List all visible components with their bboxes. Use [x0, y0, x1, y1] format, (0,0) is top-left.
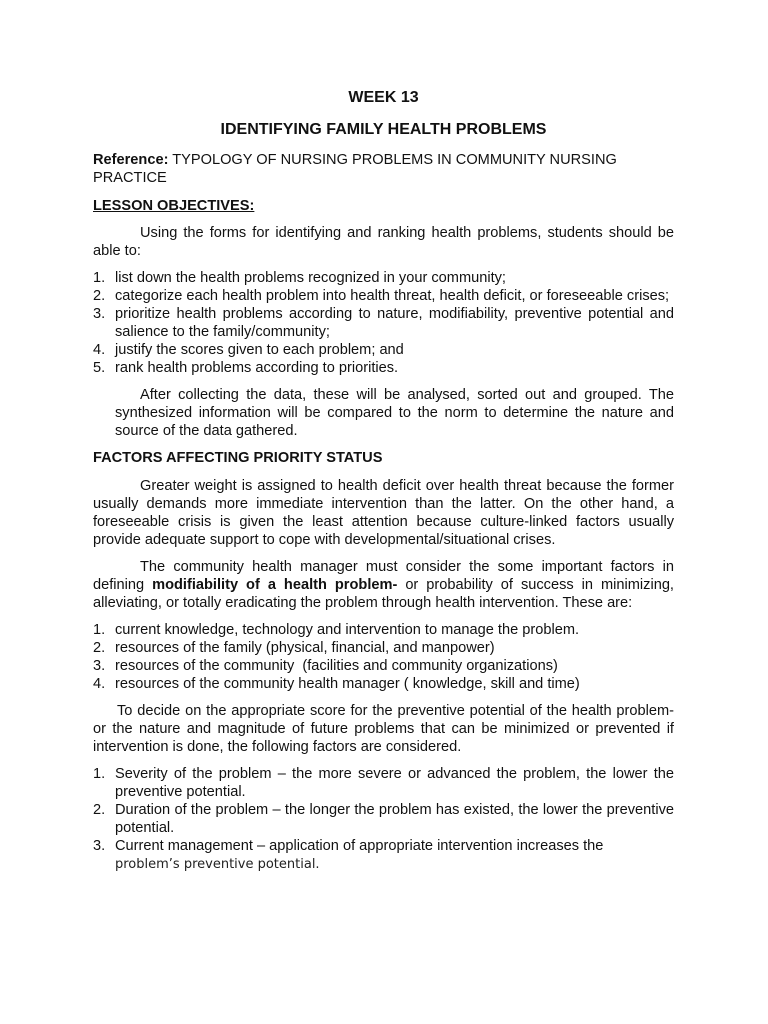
list-item — [93, 801, 674, 837]
list-item — [93, 269, 674, 287]
factors-paragraph-3: To decide on the appropriate score for the preventive potential of the health problem- or the nature and magnitude of future problems that can be minimized or prevented if intervention is done, the following factors are considered. — [93, 703, 674, 755]
page-title: IDENTIFYING FAMILY HEALTH PROBLEMS — [220, 121, 547, 138]
list-item — [93, 341, 674, 359]
week-label: WEEK 13 — [348, 89, 419, 106]
list-text: current knowledge, technology and intervention to manage the problem. — [115, 622, 580, 638]
list-item — [93, 305, 674, 341]
list-item — [93, 621, 674, 639]
list-number: 2. — [93, 640, 106, 656]
factors-heading: FACTORS AFFECTING PRIORITY STATUS — [93, 450, 383, 466]
preventive-list — [93, 765, 674, 874]
list-text: justify the scores given to each problem; and — [115, 342, 404, 358]
list-text: Duration of the problem – the longer the problem has existed, the lower the preventive potential. — [115, 802, 674, 836]
list-number: 3. — [93, 306, 106, 322]
objectives-intro: Using the forms for identifying and ranking health problems, students should be able to: — [93, 225, 674, 259]
list-text: prioritize health problems according to nature, modifiability, preventive potential and salience to the family/community; — [115, 306, 674, 340]
after-paragraph: After collecting the data, these will be analysed, sorted out and grouped. The synthesized information will be compared to the norm to determine the nature and source of the data gathered. — [115, 387, 674, 439]
list-item — [93, 675, 674, 693]
factors-paragraph-1: Greater weight is assigned to health deficit over health threat because the former usually demands more immediate intervention than the latter. On the other hand, a foreseeable crisis is given the least attention because culture-linked factors usually provide adequate support to cope with developmental/situational crises. — [93, 478, 674, 548]
factors-paragraph-2 — [93, 558, 674, 612]
list-text-continuation: problem’s preventive potential. — [115, 857, 320, 872]
list-number: 2. — [93, 802, 106, 818]
list-number: 1. — [93, 270, 106, 286]
list-number: 4. — [93, 676, 106, 692]
list-item — [93, 287, 674, 305]
list-text: resources of the community (facilities and community organizations) — [115, 658, 558, 674]
objectives-list — [93, 269, 674, 377]
modifiability-term: modifiability of a health problem- — [152, 577, 398, 593]
list-item — [93, 639, 674, 657]
list-text: resources of the community health manager ( knowledge, skill and time) — [115, 676, 580, 692]
list-number: 1. — [93, 622, 106, 638]
list-text: Current management – application of appropriate intervention increases the — [115, 838, 604, 854]
modifiability-list — [93, 621, 674, 693]
reference-text: TYPOLOGY OF NURSING PROBLEMS IN COMMUNITY NURSING PRACTICE — [93, 152, 617, 186]
list-number: 4. — [93, 342, 106, 358]
reference-label: Reference: — [93, 152, 169, 168]
list-number: 3. — [93, 658, 106, 674]
list-number: 2. — [93, 288, 106, 304]
list-item — [93, 765, 674, 801]
list-text: resources of the family (physical, financial, and manpower) — [115, 640, 495, 656]
reference-line — [93, 151, 674, 187]
list-item — [93, 657, 674, 675]
list-item — [93, 837, 674, 874]
paragraph-text: or probability of success in minimizing, alleviating, or totally eradicating the problem through health intervention. These are: — [93, 577, 674, 611]
list-text: rank health problems according to priorities. — [115, 360, 399, 376]
list-text: Severity of the problem – the more severe or advanced the problem, the lower the preventive potential. — [115, 766, 674, 800]
list-number: 3. — [93, 838, 106, 854]
objectives-heading: LESSON OBJECTIVES: — [93, 198, 255, 214]
list-text: list down the health problems recognized in your community; — [115, 270, 506, 286]
list-text: categorize each health problem into health threat, health deficit, or foreseeable crises; — [115, 288, 670, 304]
paragraph-text: The community health manager must consider the some important factors in defining — [93, 559, 674, 593]
list-number: 5. — [93, 360, 106, 376]
list-number: 1. — [93, 766, 106, 782]
list-item — [93, 359, 674, 377]
